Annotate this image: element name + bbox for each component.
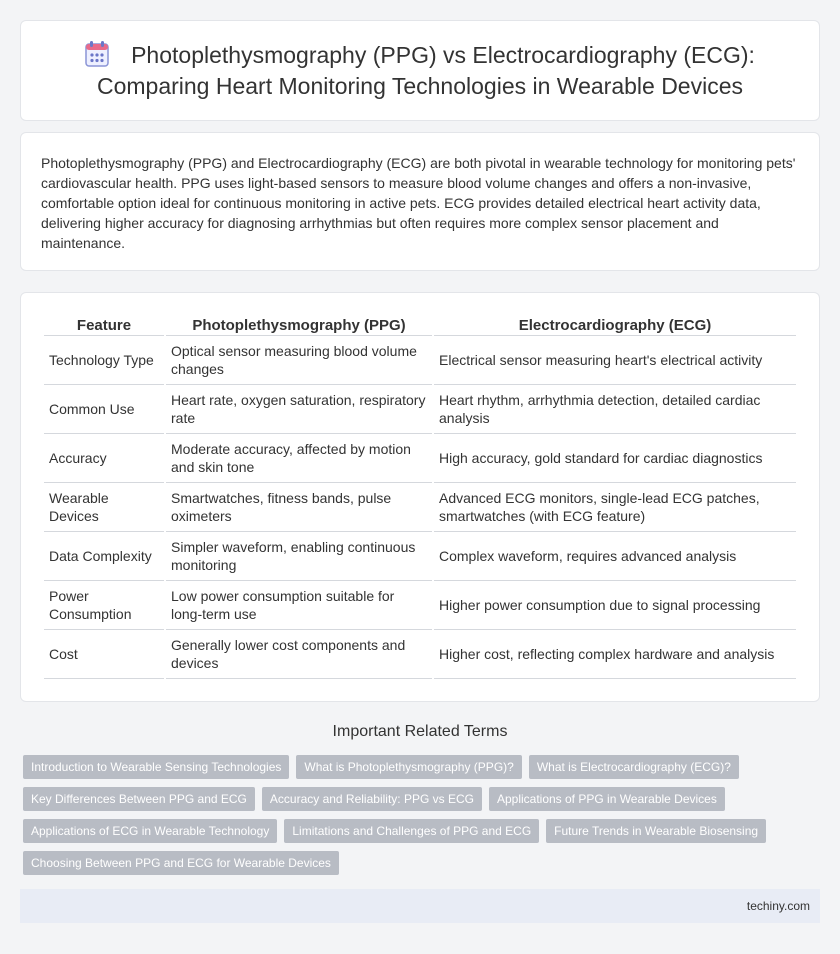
ppg-cell: Moderate accuracy, affected by motion and skin tone [166, 434, 432, 483]
table-header-row [44, 307, 796, 336]
table-row [44, 336, 796, 385]
related-terms-list [23, 755, 823, 883]
ecg-cell: Electrical sensor measuring heart's electrical activity [434, 336, 796, 385]
intro-card [20, 132, 820, 271]
ecg-cell: Higher cost, reflecting complex hardware and analysis [434, 630, 796, 679]
title-card [20, 20, 820, 121]
table-row [44, 581, 796, 630]
ppg-cell: Generally lower cost components and devices [166, 630, 432, 679]
feature-cell: Cost [44, 630, 164, 679]
related-term-tag[interactable]: Choosing Between PPG and ECG for Wearable Devices [23, 851, 339, 875]
related-term-tag[interactable]: Applications of PPG in Wearable Devices [489, 787, 725, 811]
header-ecg: Electrocardiography (ECG) [434, 307, 796, 336]
related-term-tag[interactable]: What is Photoplethysmography (PPG)? [296, 755, 521, 779]
ecg-cell: Advanced ECG monitors, single-lead ECG patches, smartwatches (with ECG feature) [434, 483, 796, 532]
footer [20, 889, 820, 923]
feature-cell: Data Complexity [44, 532, 164, 581]
footer-site[interactable]: techiny.com [746, 899, 810, 913]
feature-cell: Common Use [44, 385, 164, 434]
ecg-cell: High accuracy, gold standard for cardiac diagnostics [434, 434, 796, 483]
comparison-card [20, 292, 820, 702]
related-term-tag[interactable]: Accuracy and Reliability: PPG vs ECG [262, 787, 482, 811]
title-line-1: Photoplethysmography (PPG) vs Electrocardiography (ECG): [131, 41, 755, 68]
header-feature: Feature [44, 307, 164, 336]
feature-cell: Wearable Devices [44, 483, 164, 532]
related-term-tag[interactable]: Key Differences Between PPG and ECG [23, 787, 255, 811]
related-term-tag[interactable]: Future Trends in Wearable Biosensing [546, 819, 766, 843]
related-term-tag[interactable]: Introduction to Wearable Sensing Technologies [23, 755, 289, 779]
ppg-cell: Simpler waveform, enabling continuous monitoring [166, 532, 432, 581]
page-title [85, 40, 755, 102]
related-term-tag[interactable]: What is Electrocardiography (ECG)? [529, 755, 739, 779]
intro-paragraph: Photoplethysmography (PPG) and Electrocardiography (ECG) are both pivotal in wearable technology for monitoring pets' cardiovascular health. PPG uses light-based sensors to measure blood volume changes and offers a non-invasive, comfortable option ideal for continuous monitoring in active pets. ECG provides detailed electrical heart activity data, delivering higher accuracy for diagnosing arrhythmias but often requires more complex sensor placement and maintenance. [41, 155, 796, 251]
ecg-cell: Higher power consumption due to signal processing [434, 581, 796, 630]
feature-cell: Accuracy [44, 434, 164, 483]
table-row [44, 385, 796, 434]
related-terms-title: Important Related Terms [332, 723, 508, 740]
ppg-cell: Low power consumption suitable for long-term use [166, 581, 432, 630]
table-row [44, 483, 796, 532]
calendar-icon [85, 41, 109, 67]
ppg-cell: Smartwatches, fitness bands, pulse oximeters [166, 483, 432, 532]
comparison-table [42, 307, 798, 679]
feature-cell: Power Consumption [44, 581, 164, 630]
related-term-tag[interactable]: Limitations and Challenges of PPG and ECG [284, 819, 539, 843]
ecg-cell: Complex waveform, requires advanced analysis [434, 532, 796, 581]
ecg-cell: Heart rhythm, arrhythmia detection, detailed cardiac analysis [434, 385, 796, 434]
table-row [44, 630, 796, 679]
table-row [44, 434, 796, 483]
ppg-cell: Heart rate, oxygen saturation, respiratory rate [166, 385, 432, 434]
related-term-tag[interactable]: Applications of ECG in Wearable Technology [23, 819, 277, 843]
ppg-cell: Optical sensor measuring blood volume changes [166, 336, 432, 385]
feature-cell: Technology Type [44, 336, 164, 385]
header-ppg: Photoplethysmography (PPG) [166, 307, 432, 336]
table-row [44, 532, 796, 581]
title-line-2: Comparing Heart Monitoring Technologies in Wearable Devices [96, 72, 744, 99]
